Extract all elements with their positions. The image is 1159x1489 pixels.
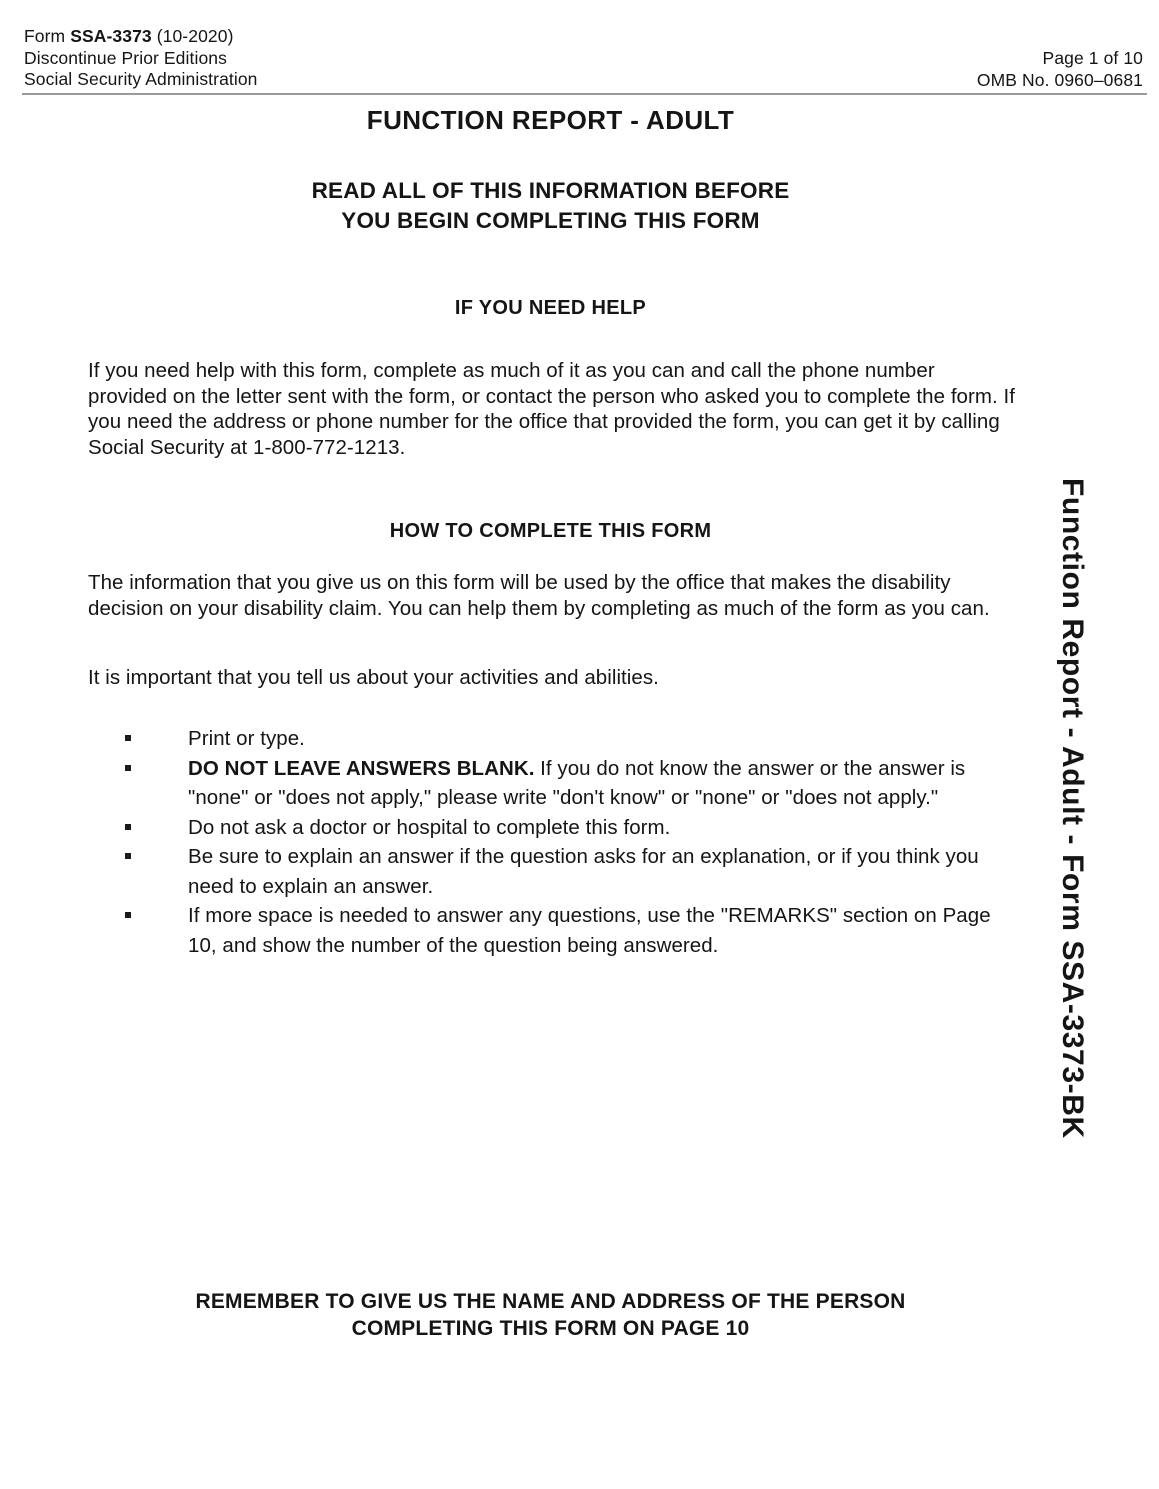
list-item-label: If more space is needed to answer any questions, use the "REMARKS" section on Page 10, and show the number of the question being answered.: [188, 904, 991, 957]
read-all-notice: [88, 176, 1013, 236]
agency-line: Social Security Administration: [24, 69, 258, 89]
list-item-emphasis: DO NOT LEAVE ANSWERS BLANK.: [188, 756, 535, 780]
form-edition: (10-2020): [151, 26, 234, 46]
form-number: SSA-3373: [70, 26, 152, 46]
page-indicator: Page 1 of 10: [1042, 48, 1143, 68]
list-item: [120, 842, 1020, 901]
how-paragraph-2: It is important that you tell us about your activities and abilities.: [88, 666, 659, 689]
discontinue-line: Discontinue Prior Editions: [24, 47, 227, 68]
bullet-square-icon: [125, 735, 131, 741]
bullet-square-icon: [125, 824, 131, 830]
read-all-line-2: YOU BEGIN COMPLETING THIS FORM: [341, 208, 760, 233]
help-paragraph: If you need help with this form, complete as much of it as you can and call the phone number provided on the letter sent with the form, or contact the person who asked you to complete the form. If you need the address or phone number for the office that provided the form, you can get it by calling Social Security at 1-800-772-1213.: [88, 359, 1015, 459]
omb-number: OMB No. 0960–0681: [976, 69, 1143, 90]
section-heading-if-you-need-help: IF YOU NEED HELP: [454, 297, 647, 319]
bullet-square-icon: [125, 853, 131, 859]
list-item: [120, 754, 1020, 813]
list-item-label: Do not ask a doctor or hospital to complete this form.: [188, 815, 671, 839]
list-item: [120, 813, 1020, 843]
page-footer: [88, 1288, 1013, 1342]
list-item-label: Be sure to explain an answer if the question asks for an explanation, or if you think you need to explain an answer.: [188, 845, 979, 898]
header-divider: [22, 93, 1147, 95]
footer-line-2: COMPLETING THIS FORM ON PAGE 10: [351, 1317, 750, 1340]
list-item-label: Print or type.: [188, 727, 305, 750]
list-item-label: If you do not know the answer or the answer is "none" or "does not apply," please write "don't know" or "none" or "does not apply.": [188, 756, 966, 809]
list-item: [120, 724, 1020, 754]
form-number-line: [24, 26, 258, 48]
bullet-square-icon: [125, 765, 131, 771]
instruction-bullet-list: [120, 724, 1020, 960]
footer-line-1: REMEMBER TO GIVE US THE NAME AND ADDRESS OF THE PERSON: [195, 1290, 906, 1313]
how-paragraph-1: The information that you give us on this form will be used by the office that makes the disability decision on your disability claim. You can help them by completing as much of the form as you can.: [88, 571, 990, 620]
page-header: [24, 26, 1143, 90]
header-left-block: [24, 26, 258, 91]
side-tab-label: Function Report - Adult - Form SSA-3373-BK: [1056, 478, 1089, 1139]
list-item: [120, 901, 1020, 960]
page-title: FUNCTION REPORT - ADULT: [366, 105, 735, 135]
form-label: Form: [24, 26, 71, 46]
header-right-block: [977, 48, 1143, 91]
section-heading-how-to-complete: HOW TO COMPLETE THIS FORM: [389, 520, 712, 542]
side-tab: [1049, 478, 1097, 1139]
bullet-square-icon: [125, 912, 131, 918]
read-all-line-1: READ ALL OF THIS INFORMATION BEFORE: [311, 178, 790, 203]
